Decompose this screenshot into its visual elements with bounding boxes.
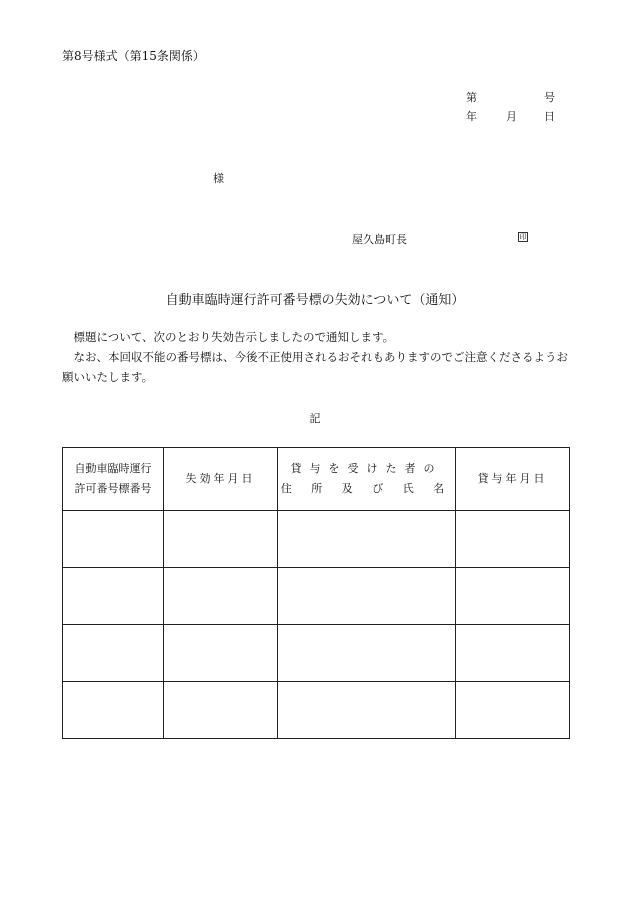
table-cell (278, 682, 456, 739)
table-cell (164, 625, 278, 682)
table-header-row (63, 448, 570, 511)
addressee-honorific: 様 (213, 172, 224, 185)
body-paragraph-2: なお、本回収不能の番号標は、今後不正使用されるおそれもありますのでご注意くださるようお願いいたします。 (62, 350, 568, 384)
table-cell (164, 682, 278, 739)
table-cell (164, 568, 278, 625)
form-number: 第8号様式（第15条関係） (62, 49, 205, 63)
body-text (62, 327, 572, 387)
table-row (63, 568, 570, 625)
header-borrower-line2: 住 所 及 び 氏 名 (280, 482, 453, 495)
table-cell (278, 568, 456, 625)
invalidation-table (62, 447, 570, 739)
header-borrower-line1: 貸与を受けた者の (290, 462, 443, 475)
table-cell (164, 511, 278, 568)
seal-mark: 印 (519, 233, 527, 241)
table-cell (278, 625, 456, 682)
body-paragraph-1: 標題について、次のとおり失効告示しましたので通知します。 (73, 330, 395, 344)
table-cell (63, 568, 164, 625)
table-row (63, 511, 570, 568)
table-cell (456, 568, 570, 625)
table-cell (278, 511, 456, 568)
header-plate-number-line2: 許可番号標番号 (74, 482, 152, 495)
table-row (63, 625, 570, 682)
document-title: 自動車臨時運行許可番号標の失効について（通知） (165, 293, 465, 308)
header-lend-date: 貸与年月日 (456, 448, 570, 511)
table-cell (63, 682, 164, 739)
header-plate-number-line1: 自動車臨時運行 (74, 462, 152, 475)
table-cell (456, 625, 570, 682)
date-day-label: 日 (544, 110, 555, 123)
header-expiry-date: 失効年月日 (164, 448, 278, 511)
header-plate-number (63, 448, 164, 511)
table-cell (63, 625, 164, 682)
table-row (63, 682, 570, 739)
table-cell (456, 511, 570, 568)
sender-name: 屋久島町長 (352, 233, 407, 246)
header-borrower (278, 448, 456, 511)
table-cell (456, 682, 570, 739)
date-month-label: 月 (506, 110, 517, 123)
document-number-suffix: 号 (544, 91, 555, 104)
record-label: 記 (309, 412, 321, 425)
table-cell (63, 511, 164, 568)
date-year-label: 年 (466, 110, 477, 123)
document-number-prefix: 第 (466, 91, 477, 104)
